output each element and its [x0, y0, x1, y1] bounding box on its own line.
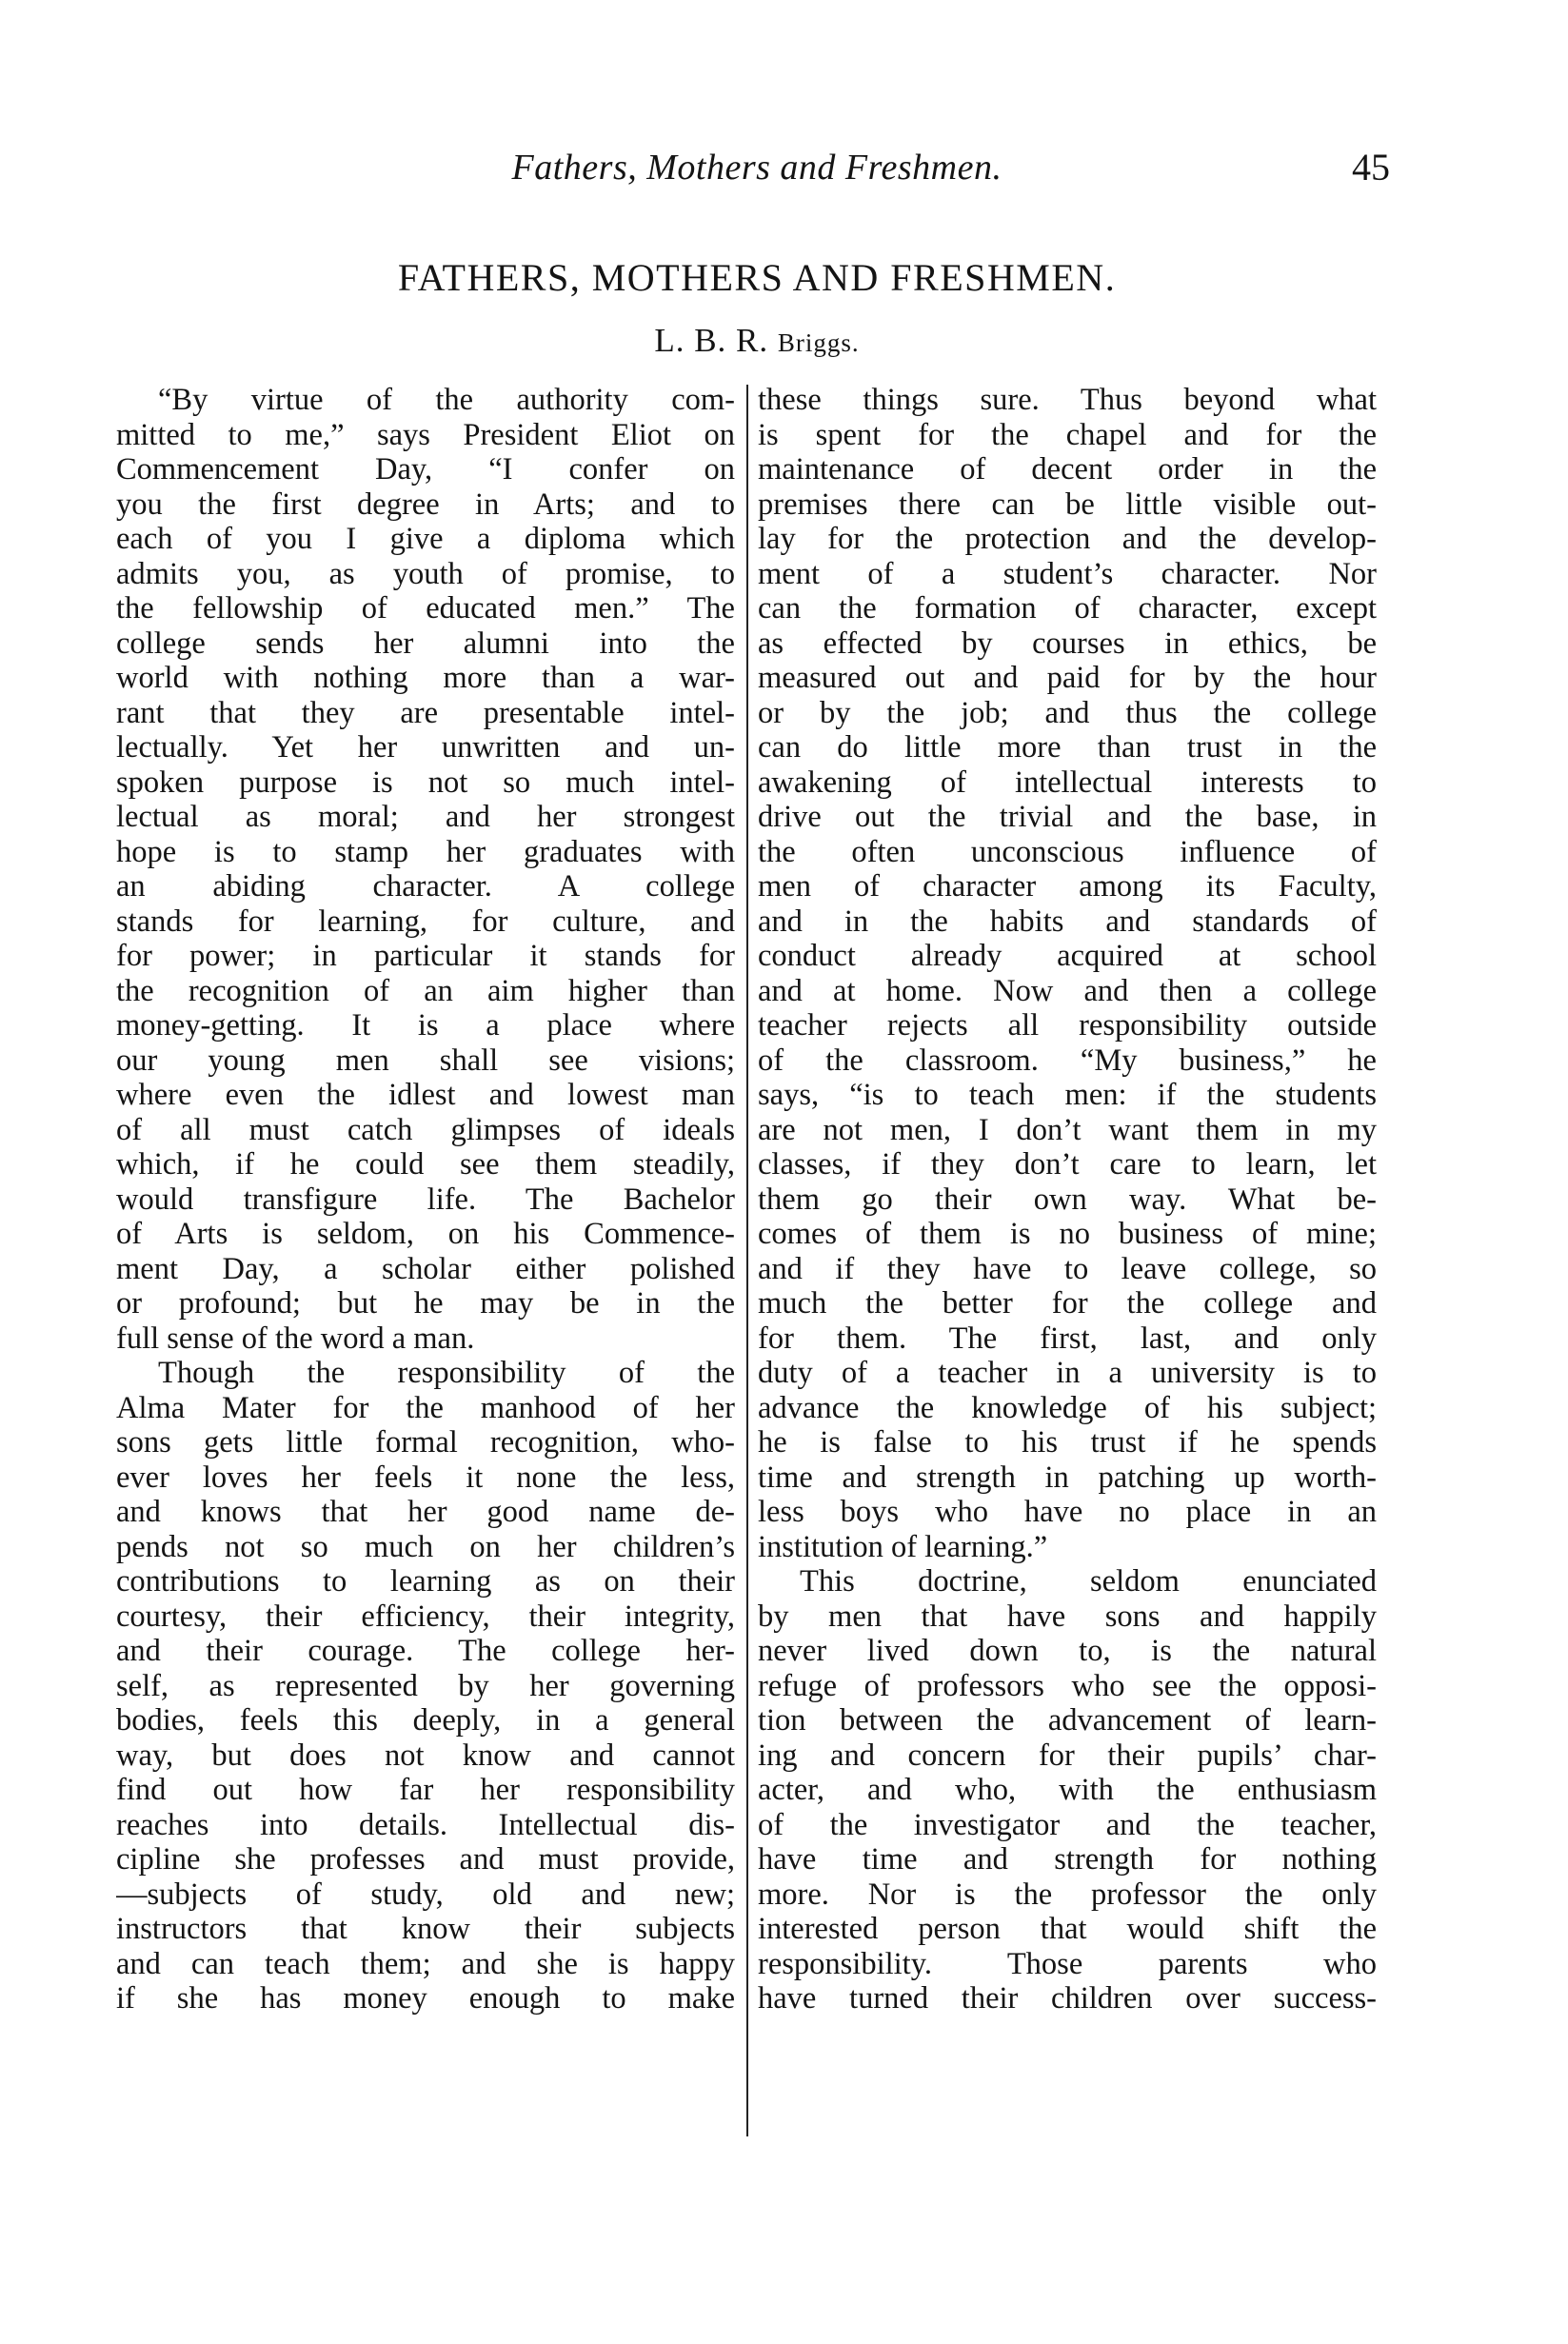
text-line: are not men, I don’t want them in my — [758, 1112, 1377, 1147]
text-line: and in the habits and standards of — [758, 904, 1377, 939]
text-line: ing and concern for their pupils’ char- — [758, 1738, 1377, 1773]
page-header — [124, 143, 1390, 200]
text-line: for power; in particular it stands for — [116, 939, 735, 973]
text-line: as effected by courses in ethics, be — [758, 626, 1377, 661]
right-column — [758, 383, 1377, 2016]
text-line: “By virtue of the authority com- — [158, 383, 735, 417]
text-line: stands for learning, for culture, and — [116, 904, 735, 939]
text-line: and at home. Now and then a college — [758, 973, 1377, 1008]
text-line: drive out the trivial and the base, in — [758, 800, 1377, 834]
text-line: have turned their children over success- — [758, 1981, 1377, 2016]
text-line: you the first degree in Arts; and to — [116, 487, 735, 522]
text-line: time and strength in patching up worth- — [758, 1460, 1377, 1495]
text-line: can do little more than trust in the — [758, 730, 1377, 765]
text-line: our young men shall see visions; — [116, 1043, 735, 1078]
text-line: instructors that know their subjects — [116, 1912, 735, 1946]
text-line: Alma Mater for the manhood of her — [116, 1390, 735, 1425]
text-line: conduct already acquired at school — [758, 939, 1377, 973]
text-line: have time and strength for nothing — [758, 1842, 1377, 1877]
text-line: for them. The first, last, and only — [758, 1321, 1377, 1356]
text-line: teacher rejects all responsibility outside — [758, 1008, 1377, 1043]
text-line: admits you, as youth of promise, to — [116, 556, 735, 591]
text-line: ever loves her feels it none the less, — [116, 1460, 735, 1495]
text-line: ment of a student’s character. Nor — [758, 556, 1377, 591]
text-line: This doctrine, seldom enunciated — [800, 1564, 1377, 1599]
text-line: never lived down to, is the natural — [758, 1634, 1377, 1668]
text-line: the fellowship of educated men.” The — [116, 591, 735, 626]
text-line: would transfigure life. The Bachelor — [116, 1182, 735, 1217]
text-line: more. Nor is the professor the only — [758, 1877, 1377, 1912]
text-line: reaches into details. Intellectual dis- — [116, 1807, 735, 1842]
text-line: men of character among its Faculty, — [758, 869, 1377, 904]
text-line: says, “is to teach men: if the students — [758, 1078, 1377, 1112]
text-line: measured out and paid for by the hour — [758, 661, 1377, 695]
article-title: FATHERS, MOTHERS AND FRESHMEN. — [397, 256, 1117, 299]
text-line: or profound; but he may be in the — [116, 1286, 735, 1321]
text-line: an abiding character. A college — [116, 869, 735, 904]
text-line: money-getting. It is a place where — [116, 1008, 735, 1043]
text-line: interested person that would shift the — [758, 1912, 1377, 1946]
text-line: of the classroom. “My business,” he — [758, 1043, 1377, 1078]
text-line: lectual as moral; and her strongest — [116, 800, 735, 834]
text-line: world with nothing more than a war- — [116, 661, 735, 695]
text-line: find out how far her responsibility — [116, 1773, 735, 1807]
text-line: advance the knowledge of his subject; — [758, 1390, 1377, 1425]
text-line: tion between the advancement of learn- — [758, 1703, 1377, 1738]
text-line: college sends her alumni into the — [116, 626, 735, 661]
text-line: can the formation of character, except — [758, 591, 1377, 626]
text-line: Though the responsibility of the — [158, 1356, 735, 1390]
text-line: or by the job; and thus the college — [758, 695, 1377, 730]
text-line: way, but does not know and cannot — [116, 1738, 735, 1773]
text-line: by men that have sons and happily — [758, 1599, 1377, 1634]
text-line: rant that they are presentable intel- — [116, 695, 735, 730]
running-head: Fathers, Mothers and Freshmen. — [511, 148, 1002, 188]
text-line: —subjects of study, old and new; — [116, 1877, 735, 1912]
text-line: of Arts is seldom, on his Commence- — [116, 1217, 735, 1251]
page-number: 45 — [1352, 146, 1390, 189]
text-line: and knows that her good name de- — [116, 1495, 735, 1529]
text-line: and can teach them; and she is happy — [116, 1946, 735, 1981]
text-line: if she has money enough to make — [116, 1981, 735, 2016]
text-line: where even the idlest and lowest man — [116, 1078, 735, 1112]
author-initials: L. B. R. — [654, 322, 769, 359]
text-line: lectually. Yet her unwritten and un- — [116, 730, 735, 765]
text-line: Commencement Day, “I confer on — [116, 452, 735, 487]
text-line: courtesy, their efficiency, their integrity, — [116, 1599, 735, 1634]
text-line: of all must catch glimpses of ideals — [116, 1112, 735, 1147]
text-line: duty of a teacher in a university is to — [758, 1356, 1377, 1390]
text-line: full sense of the word a man. — [116, 1321, 475, 1356]
text-line: hope is to stamp her graduates with — [116, 834, 735, 869]
text-line: mitted to me,” says President Eliot on — [116, 417, 735, 452]
text-line: and their courage. The college her- — [116, 1634, 735, 1668]
text-line: less boys who have no place in an — [758, 1495, 1377, 1529]
text-line: pends not so much on her children’s — [116, 1529, 735, 1564]
text-line: awakening of intellectual interests to — [758, 765, 1377, 800]
article-author — [124, 322, 1390, 360]
text-line: and if they have to leave college, so — [758, 1251, 1377, 1286]
text-line: comes of them is no business of mine; — [758, 1217, 1377, 1251]
text-line: sons gets little formal recognition, who- — [116, 1425, 735, 1460]
text-line: lay for the protection and the develop- — [758, 522, 1377, 556]
text-line: institution of learning.” — [758, 1529, 1048, 1564]
text-line: the recognition of an aim higher than — [116, 973, 735, 1008]
text-line: is spent for the chapel and for the — [758, 417, 1377, 452]
text-line: much the better for the college and — [758, 1286, 1377, 1321]
text-line: each of you I give a diploma which — [116, 522, 735, 556]
text-line: he is false to his trust if he spends — [758, 1425, 1377, 1460]
text-line: responsibility. Those parents who — [758, 1946, 1377, 1981]
text-line: spoken purpose is not so much intel- — [116, 765, 735, 800]
column-divider — [746, 385, 748, 2136]
left-column — [116, 383, 735, 2016]
text-line: them go their own way. What be- — [758, 1182, 1377, 1217]
text-line: self, as represented by her governing — [116, 1668, 735, 1703]
text-line: bodies, feels this deeply, in a general — [116, 1703, 735, 1738]
author-surname: Briggs. — [777, 328, 860, 357]
text-line: premises there can be little visible out- — [758, 487, 1377, 522]
text-line: classes, if they don’t care to learn, let — [758, 1147, 1377, 1182]
text-line: cipline she professes and must provide, — [116, 1842, 735, 1877]
text-line: of the investigator and the teacher, — [758, 1807, 1377, 1842]
text-line: contributions to learning as on their — [116, 1564, 735, 1599]
text-line: which, if he could see them steadily, — [116, 1147, 735, 1182]
text-line: acter, and who, with the enthusiasm — [758, 1773, 1377, 1807]
text-line: maintenance of decent order in the — [758, 452, 1377, 487]
text-line: these things sure. Thus beyond what — [758, 383, 1377, 417]
text-line: the often unconscious influence of — [758, 834, 1377, 869]
text-line: ment Day, a scholar either polished — [116, 1251, 735, 1286]
text-line: refuge of professors who see the opposi- — [758, 1668, 1377, 1703]
